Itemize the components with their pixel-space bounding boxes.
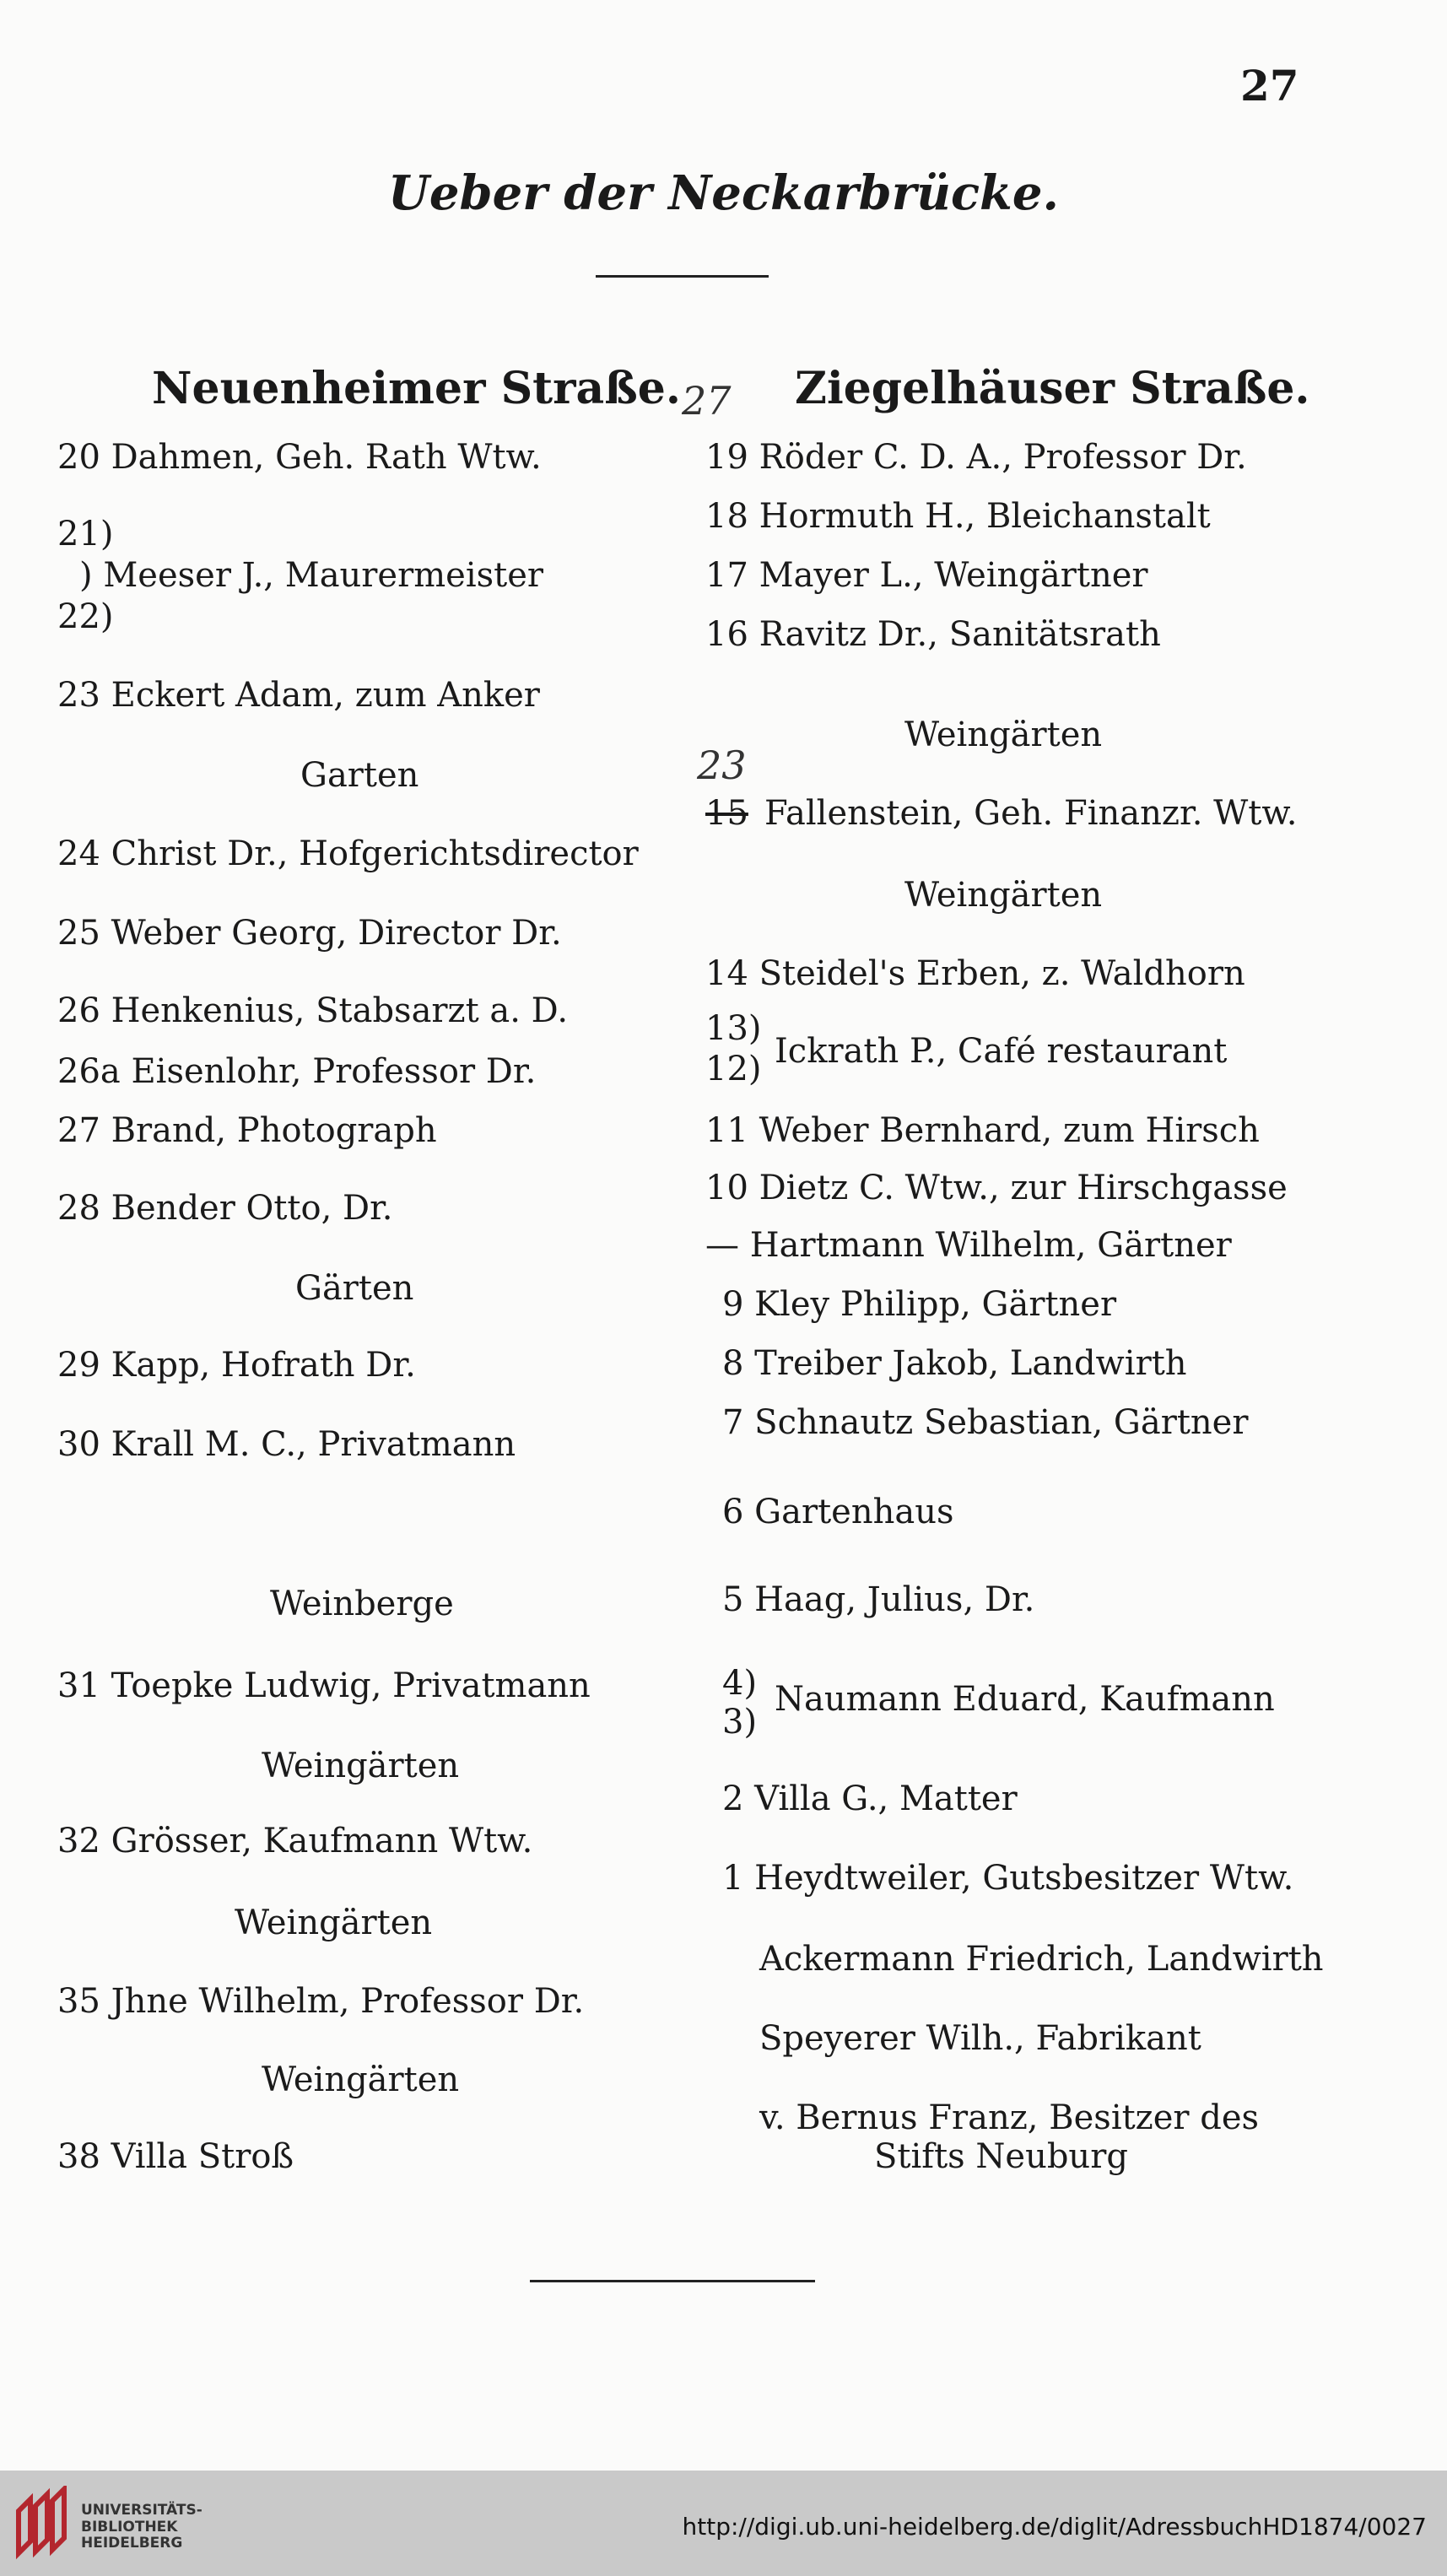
section-label: Gärten [295, 1269, 414, 1308]
list-item: 26a Eisenlohr, Professor Dr. [57, 1052, 537, 1091]
brace-number-bottom: 12) [705, 1050, 762, 1088]
list-item: Fallenstein, Geh. Finanzr. Wtw. [764, 794, 1298, 833]
list-item: 7 Schnautz Sebastian, Gärtner [722, 1403, 1249, 1442]
title-divider [596, 275, 769, 278]
logo-line: UNIVERSITÄTS- [81, 2502, 202, 2519]
list-item: Speyerer Wilh., Fabrikant [759, 2019, 1201, 2058]
list-item: 28 Bender Otto, Dr. [57, 1189, 393, 1228]
list-item: 2 Villa G., Matter [722, 1779, 1018, 1818]
list-item: Stifts Neuburg [874, 2137, 1128, 2176]
list-item: 31 Toepke Ludwig, Privatmann [57, 1666, 591, 1705]
list-item: — Hartmann Wilhelm, Gärtner [705, 1226, 1232, 1265]
list-item: 14 Steidel's Erben, z. Waldhorn [705, 954, 1245, 993]
brace-number-bottom: 3) [722, 1703, 758, 1742]
brace-entry: ) Meeser J., Maurermeister [79, 556, 543, 595]
list-item: 23 Eckert Adam, zum Anker [57, 676, 540, 715]
list-item: v. Bernus Franz, Besitzer des [759, 2098, 1260, 2137]
section-label: Weingärten [904, 876, 1103, 915]
brace-entry: Ickrath P., Café restaurant [775, 1032, 1228, 1071]
list-item: 38 Villa Stroß [57, 2137, 294, 2176]
page-number: 27 [1240, 61, 1299, 111]
list-item: 29 Kapp, Hofrath Dr. [57, 1346, 416, 1385]
handwritten-annotation: 27 [682, 378, 732, 424]
page-title: Ueber der Neckarbrücke. [388, 165, 1059, 221]
list-item: 16 Ravitz Dr., Sanitätsrath [705, 615, 1161, 654]
handwritten-annotation: 23 [697, 743, 747, 788]
brace-number-top: 21) [57, 515, 114, 554]
section-label: Weinberge [270, 1585, 454, 1623]
left-column-heading: Neuenheimer Straße. [152, 363, 681, 414]
list-item: 8 Treiber Jakob, Landwirth [722, 1344, 1187, 1383]
list-item: Ackermann Friedrich, Landwirth [759, 1940, 1324, 1979]
right-column-heading: Ziegelhäuser Straße. [795, 363, 1310, 414]
section-label: Weingärten [262, 2060, 460, 2099]
section-label: Weingärten [262, 1747, 460, 1785]
brace-number-top: 13) [705, 1009, 762, 1048]
logo-line: BIBLIOTHEK [81, 2518, 178, 2535]
list-item: 5 Haag, Julius, Dr. [722, 1580, 1035, 1619]
list-item: 18 Hormuth H., Bleichanstalt [705, 497, 1211, 536]
bottom-divider [530, 2280, 815, 2282]
list-item: 26 Henkenius, Stabsarzt a. D. [57, 991, 569, 1030]
brace-number-top: 4) [722, 1664, 758, 1703]
list-item: 25 Weber Georg, Director Dr. [57, 914, 562, 953]
footer-bar [0, 2471, 1447, 2576]
source-url-link[interactable]: http://digi.ub.uni-heidelberg.de/diglit/AdressbuchHD1874/0027 [682, 2513, 1427, 2541]
struck-number: 15 [705, 794, 748, 833]
brace-number-bottom: 22) [57, 597, 114, 636]
list-item: 27 Brand, Photograph [57, 1111, 437, 1150]
list-item: 30 Krall M. C., Privatmann [57, 1425, 516, 1464]
list-item: 1 Heydtweiler, Gutsbesitzer Wtw. [722, 1859, 1294, 1898]
list-item: 24 Christ Dr., Hofgerichtsdirector [57, 834, 639, 873]
list-item: 11 Weber Bernhard, zum Hirsch [705, 1111, 1260, 1150]
section-label: Weingärten [904, 716, 1103, 754]
list-item: 32 Grösser, Kaufmann Wtw. [57, 1822, 533, 1860]
section-label: Weingärten [235, 1904, 433, 1942]
brace-entry: Naumann Eduard, Kaufmann [775, 1680, 1275, 1719]
list-item: 20 Dahmen, Geh. Rath Wtw. [57, 438, 542, 477]
library-logo-text [81, 2503, 202, 2552]
library-logo-icon [12, 2486, 71, 2563]
list-item: 35 Jhne Wilhelm, Professor Dr. [57, 1982, 585, 2021]
list-item: 19 Röder C. D. A., Professor Dr. [705, 438, 1247, 477]
logo-line: HEIDELBERG [81, 2535, 183, 2552]
list-item: 10 Dietz C. Wtw., zur Hirschgasse [705, 1169, 1288, 1207]
list-item: 6 Gartenhaus [722, 1493, 954, 1531]
section-label: Garten [300, 756, 419, 795]
list-item: 17 Mayer L., Weingärtner [705, 556, 1148, 595]
list-item: 9 Kley Philipp, Gärtner [722, 1285, 1117, 1324]
